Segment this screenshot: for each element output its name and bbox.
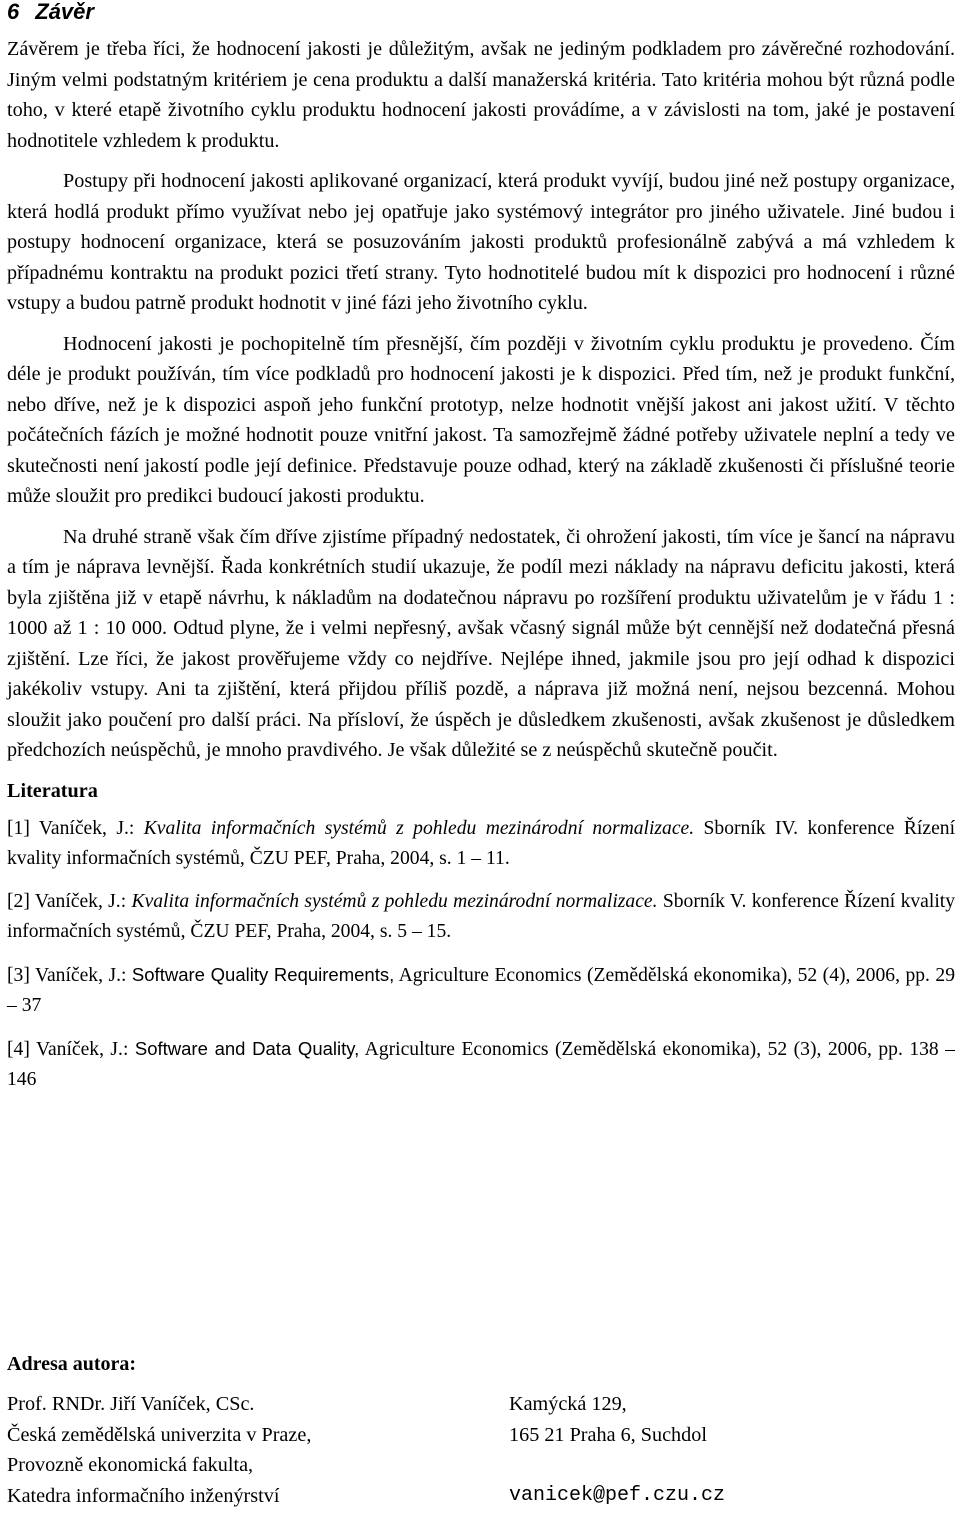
blank-line bbox=[509, 1450, 725, 1481]
department-name: Katedra informačního inženýrství bbox=[7, 1484, 280, 1507]
reference-item: [1] Vaníček, J.: Kvalita informačních systémů z pohledu mezinárodní normalizace. Sborník IV. konference Řízení kvality informačních systémů, ČZU PEF, Praha, 2004, s. 1 – 11. bbox=[7, 817, 956, 869]
reference-item: [4] Vaníček, J.: Software and Data Quality, Agriculture Economics (Zemědělská ekonomika), 52 (3), 2006, pp. 138 – 146 bbox=[7, 1037, 955, 1090]
paragraph-1: Závěrem je třeba říci, že hodnocení jakosti je důležitým, avšak ne jediným podkladem pro závěrečné rozhodování. Jiným velmi podstatným kritériem je cena produktu a další manažerská kritéria. Tato kritéria mohou být různá podle toho, v které etapě životního cyklu produktu hodnocení jakosti provádíme, a v závislosti na tom, jaké je postavení hodnotitele vzhledem k produktu. bbox=[7, 38, 955, 152]
paragraph-4: Na druhé straně však čím dříve zjistíme případný nedostatek, či ohrožení jakosti, tím více je šancí na nápravu a tím je náprava levnější. Řada konkrétních studií ukazuje, že podíl mezi náklady na nápravu deficitu jakosti, která byla zjištěna již v etapě návrhu, k nákladům na dodatečnou nápravu po rozšíření produktu uživatelům je v řádu 1 : 1000 až 1 : 10 000. Odtud plyne, že i velmi nepřesný, avšak včasný signál může být cennější než dodatečná přesná zjištění. Lze říci, že jakost prověřujeme vždy co nejdříve. Nejlépe ihned, jakmile jsou pro její odhad k dispozici jakékoliv vstupy. Ani ta zjištění, která přijdou příliš pozdě, a náprava již možná není, nejsou bezcenná. Mohou sloužit jako poučení pro další práci. Na přísloví, že úspěch je důsledkem zkušenosti, avšak zkušenost je důsledkem předchozích neúspěchů, je mnoho pravdivého. Je však důležité se z neúspěchů skutečně poučit. bbox=[7, 525, 955, 761]
street-address: Kamýcká 129, bbox=[509, 1393, 627, 1415]
city-address: 165 21 Praha 6, Suchdol bbox=[509, 1423, 707, 1446]
author-name: Prof. RNDr. Jiří Vaníček, CSc. bbox=[7, 1393, 255, 1415]
paragraph-3: Hodnocení jakosti je pochopitelně tím přesnější, čím později v životním cyklu produktu je provedeno. Čím déle je produkt používán, tím více podkladů pro hodnocení jakosti je k dispozici. Před tím, než je produkt funkční, nebo dříve, než je k dispozici aspoň jeho funkční prototyp, nelze hodnotit vnější jakost ani jakost užití. V těchto počátečních fázích je možné hodnotit pouze vnitřní jakost. Ta samozřejmě žádné potřeby uživatele neplní a tedy ve skutečnosti není jakostí podle její definice. Představuje pouze odhad, který na základě zkušenosti či příslušné teorie může sloužit pro predikci budoucí jakosti produktu. bbox=[7, 332, 955, 507]
university-name: Česká zemědělská univerzita v Praze, bbox=[7, 1423, 312, 1446]
literature-heading: Literatura bbox=[7, 779, 98, 802]
email-address[interactable]: vanicek@pef.czu.cz bbox=[509, 1483, 726, 1507]
section-number: 6 bbox=[7, 0, 20, 24]
address-right-block bbox=[509, 1389, 725, 1511]
faculty-name: Provozně ekonomická fakulta, bbox=[7, 1454, 254, 1476]
address-left-block bbox=[7, 1389, 311, 1511]
reference-list bbox=[7, 814, 955, 1095]
address-heading: Adresa autora: bbox=[7, 1353, 137, 1375]
document-page bbox=[7, 0, 955, 1108]
reference-item: [3] Vaníček, J.: Software Quality Requirements, Agriculture Economics (Zemědělská ekonomika), 52 (4), 2006, pp. 29 – 37 bbox=[7, 963, 956, 1016]
reference-item: [2] Vaníček, J.: Kvalita informačních systémů z pohledu mezinárodní normalizace. Sborník V. konference Řízení kvality informačních systémů, ČZU PEF, Praha, 2004, s. 5 – 15. bbox=[7, 890, 956, 942]
section-heading bbox=[7, 0, 955, 34]
paragraph-2: Postupy při hodnocení jakosti aplikované organizací, která produkt vyvíjí, budou jiné než postupy organizace, která hodlá produkt přímo využívat nebo jej opatřuje jako systémový integrátor pro jiného uživatele. Jiné budou i postupy hodnocení organizace, která se posuzováním jakosti produktů profesionálně zabývá a má vzhledem k případnému kontraktu na produkt pozici třetí strany. Tyto hodnotitelé budou mít k dispozici pro hodnocení i různé vstupy a budou patrně produkt hodnotit v jiné fázi jeho životního cyklu. bbox=[7, 170, 955, 314]
section-title: Závěr bbox=[35, 0, 94, 24]
